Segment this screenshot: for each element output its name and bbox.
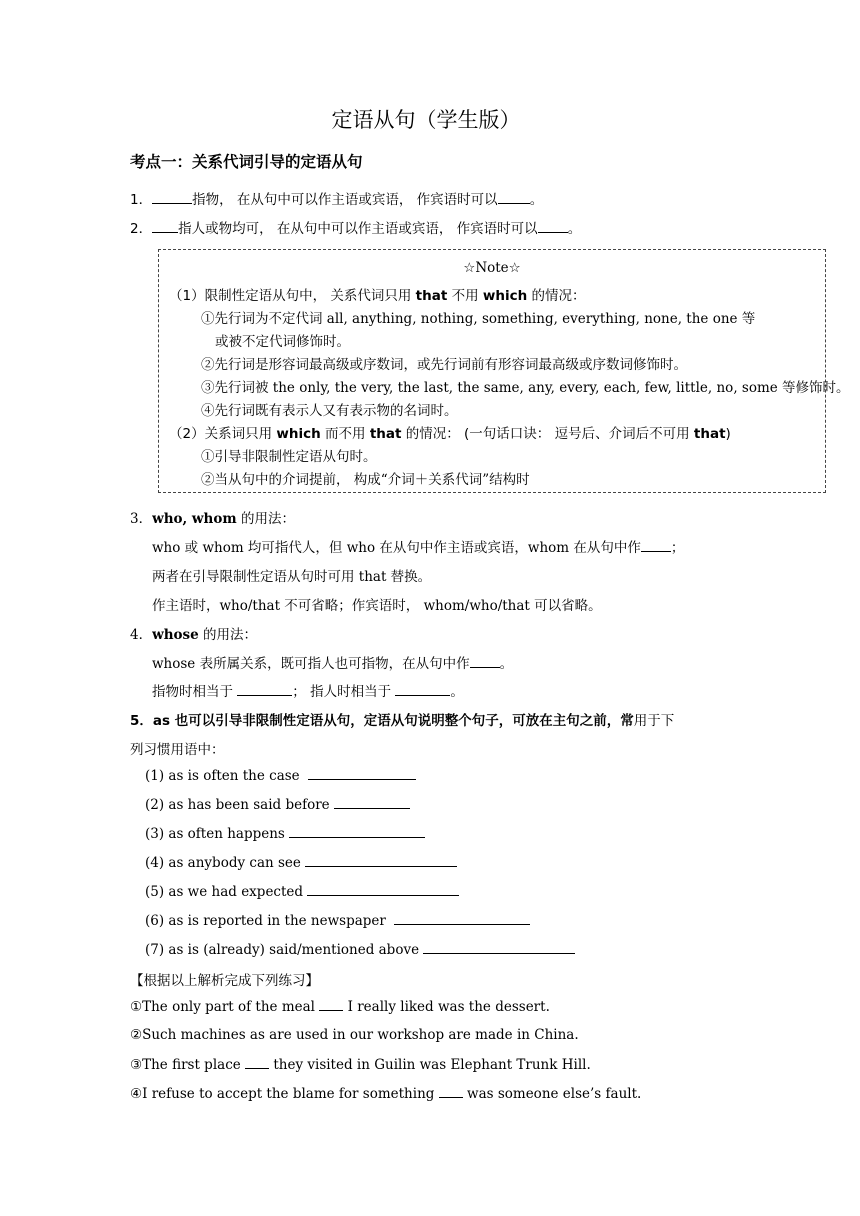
blank xyxy=(152,220,178,233)
blank xyxy=(307,883,459,896)
blank xyxy=(395,683,450,696)
practice-header: 【根据以上解析完成下列练习】 xyxy=(130,973,319,989)
phrase-2: (2) as has been said before xyxy=(145,796,410,813)
section-heading: 考点一：关系代词引导的定语从句 xyxy=(130,153,363,171)
note-rule-1: （1）限制性定语从句中， 关系代词只用 that 不用 which 的情况： xyxy=(169,288,586,304)
item-4-heading: 4．whose 的用法： xyxy=(130,627,258,643)
note-case-1-cont: 或被不定代词修饰时。 xyxy=(215,334,350,350)
blank xyxy=(538,220,568,233)
blank xyxy=(423,941,575,954)
phrase-7: (7) as is (already) said/mentioned above xyxy=(145,941,575,958)
item-5-line-2: 列习惯用语中： xyxy=(130,742,225,758)
note-case-3: ③先行词被 the only, the very, the last, the same, any, every, each, few, little, no, some 等修饰时。 xyxy=(201,380,850,396)
item-text: 指物， 在从句中可以作主语或宾语， 作宾语时可以 xyxy=(192,192,498,208)
phrase-6: (6) as is reported in the newspaper xyxy=(145,912,530,929)
note-rule-2: （2）关系词只用 which 而不用 that 的情况： (一句话口诀： 逗号后、介词后不可用 that) xyxy=(169,426,731,442)
blank xyxy=(152,191,192,204)
note-case-2: ②先行词是形容词最高级或序数词，或先行词前有形容词最高级或序数词修饰时。 xyxy=(201,357,687,373)
item-number: 2． xyxy=(130,221,153,237)
page-title: 定语从句（学生版） xyxy=(331,108,521,132)
item-3-line-2: 两者在引导限制性定语从句时可用 that 替换。 xyxy=(152,569,432,585)
blank xyxy=(394,912,530,925)
blank xyxy=(470,655,500,668)
blank xyxy=(319,998,343,1011)
note-title: ☆Note☆ xyxy=(463,260,521,276)
item-2: 2． 指人或物均可， 在从句中可以作主语或宾语， 作宾语时可以 。 xyxy=(130,221,582,237)
blank xyxy=(641,539,671,552)
blank xyxy=(308,767,416,780)
phrase-3: (3) as often happens xyxy=(145,825,425,842)
item-3-line-3: 作主语时，who/that 不可省略；作宾语时， whom/who/that 可以省略。 xyxy=(152,598,602,614)
note-case-6: ②当从句中的介词提前， 构成“介词＋关系代词”结构时 xyxy=(201,472,530,488)
practice-question-3: ③The first place they visited in Guilin was Elephant Trunk Hill. xyxy=(130,1057,591,1073)
note-case-5: ①引导非限制性定语从句时。 xyxy=(201,449,377,465)
blank xyxy=(245,1056,269,1069)
phrase-1: (1) as is often the case xyxy=(145,767,416,784)
phrase-4: (4) as anybody can see xyxy=(145,854,457,871)
item-4-line-1: whose 表所属关系，既可指人也可指物，在从句中作 。 xyxy=(152,656,514,672)
practice-question-2: ②Such machines as are used in our workshop are made in China. xyxy=(130,1027,579,1043)
item-3-heading: 3．who, whom 的用法： xyxy=(130,511,295,527)
blank xyxy=(289,825,425,838)
practice-question-1: ①The only part of the meal I really liked was the dessert. xyxy=(130,999,550,1015)
blank xyxy=(439,1085,463,1098)
blank xyxy=(237,683,292,696)
blank xyxy=(334,796,410,809)
item-text: 指人或物均可， 在从句中可以作主语或宾语， 作宾语时可以 xyxy=(178,221,538,237)
item-4-line-2: 指物时相当于 ； 指人时相当于 。 xyxy=(152,684,464,700)
practice-question-4: ④I refuse to accept the blame for something was someone else’s fault. xyxy=(130,1086,642,1102)
item-3-line-1: who 或 whom 均可指代人，但 who 在从句中作主语或宾语，whom 在从句中作 ； xyxy=(152,540,685,556)
phrase-5: (5) as we had expected xyxy=(145,883,459,900)
note-case-1: ①先行词为不定代词 all, anything, nothing, something, everything, none, the one 等 xyxy=(201,311,756,327)
item-number: 1． xyxy=(130,192,153,208)
blank xyxy=(498,191,530,204)
note-case-4: ④先行词既有表示人又有表示物的名词时。 xyxy=(201,403,458,419)
blank xyxy=(305,854,457,867)
note-box xyxy=(158,249,850,493)
item-5-line-1: 5．as 也可以引导非限制性定语从句，定语从句说明整个句子，可放在主句之前，常用于下 xyxy=(130,713,675,729)
item-1: 1． 指物， 在从句中可以作主语或宾语， 作宾语时可以 。 xyxy=(130,192,544,208)
